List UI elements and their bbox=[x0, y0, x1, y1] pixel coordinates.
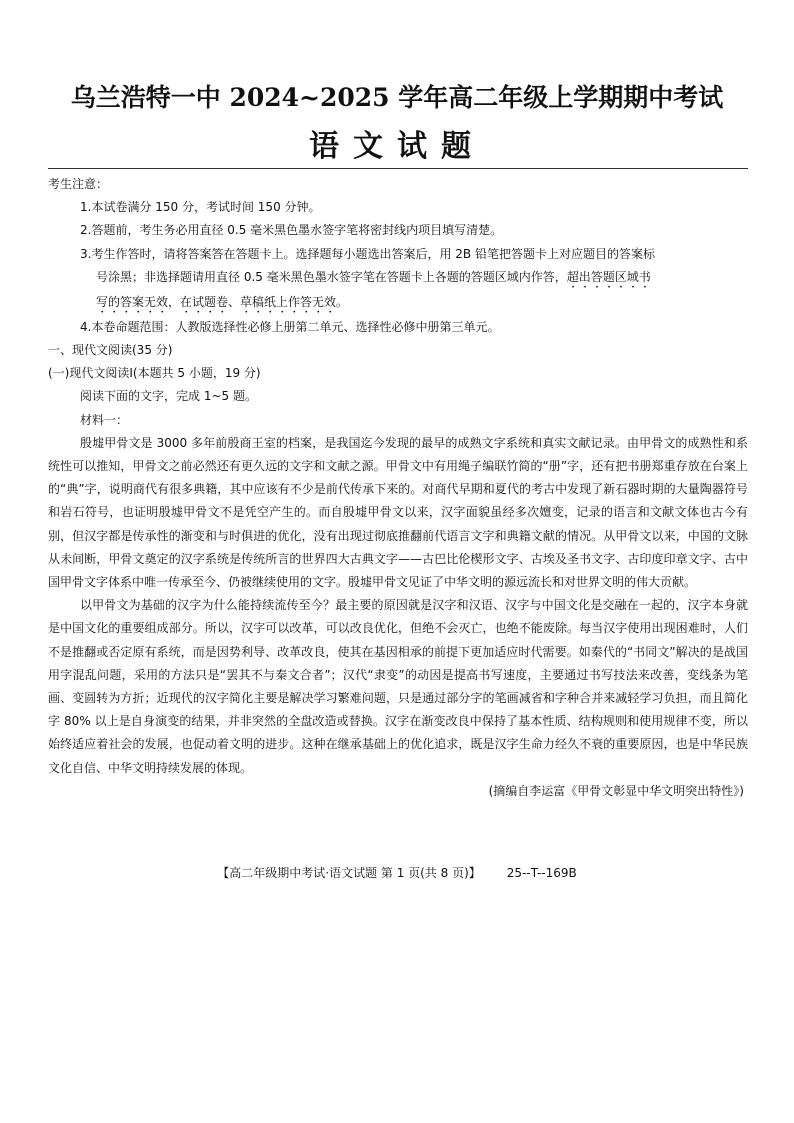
page-footer bbox=[0, 864, 794, 881]
exam-title: 乌兰浩特一中 2024~2025 学年高二年级上学期期中考试 bbox=[70, 83, 724, 112]
footer-page-info: 【高二年级期中考试·语文试题 第 1 页(共 8 页)】 bbox=[217, 866, 481, 880]
article-paragraph-1: 殷墟甲骨文是 3000 多年前殷商王室的档案，是我国迄今发现的最早的成熟文字系统和真实文献记录。由甲骨文的成熟性和系统性可以推知，甲骨文之前必然还有更久远的文字和文献之源。甲骨文中有用绳子编联竹简的“册”字，还有把书册郑重存放在台案上的“典”字，说明商代有很多典籍，其中应该有不少是前代传承下来的。对商代早期和夏代的考古中发现了新石器时期的大量陶器符号和岩石符号，也证明殷墟甲骨文不是凭空产生的。而自殷墟甲骨文以来，汉字面貌虽经多次嬗变，记录的语言和文献文体也古今有别，但汉字都是传承性的渐变和与时俱进的优化，没有出现过彻底推翻前代语言文字和典籍文献的情况。从甲骨文以来，中国的文脉从未间断，甲骨文奠定的汉字系统是传统所言的世界四大古典文字——古巴比伦楔形文字、古埃及圣书文字、古印度印章文字、古中国甲骨文字体系中唯一传承至今、仍被继续使用的文字。殷墟甲骨文见证了中华文明的源远流长和对世界文明的伟大贡献。 bbox=[48, 435, 748, 590]
notice-item-3-line-3 bbox=[48, 291, 748, 316]
notice-item-3-emphasis-b: 写的答案无效，在试题卷、草稿纸上作答无效。 bbox=[96, 294, 349, 309]
material-label: 材料一： bbox=[80, 412, 129, 427]
notice-item-3: 3.考生作答时，请将答案答在答题卡上。选择题每小题选出答案后，用 2B 铅笔把答题卡上对应题目的答案标 bbox=[80, 246, 655, 261]
article-source: (摘编自李运富《甲骨文彰显中华文明突出特性》) bbox=[488, 783, 744, 798]
notice-item-3-emphasis-a: 超出答题区域书 bbox=[566, 269, 651, 284]
notice-item-4: 4.本卷命题范围：人教版选择性必修上册第二单元、选择性必修中册第三单元。 bbox=[80, 319, 500, 334]
footer-exam-code: 25--T--169B bbox=[506, 866, 577, 880]
notice-heading: 考生注意： bbox=[48, 177, 109, 191]
article-paragraph-2: 以甲骨文为基础的汉字为什么能持续流传至今？最主要的原因就是汉字和汉语、汉字与中国文化是交融在一起的，汉字本身就是中国文化的重要组成部分。所以，汉字可以改革，可以改良优化，但绝不会灭亡，也绝不能废除。每当汉字使用出现困难时，人们不是推翻或否定原有系统，而是因势利导、改革改良，使其在基因相承的前提下更加适应时代需要。如秦代的“书同文”解决的是战国用字混乱问题，采用的方法只是“罢其不与秦文合者”；汉代“隶变”的动因是提高书写速度，主要通过书写技法来改善，变线条为笔画、变圆转为方折；近现代的汉字简化主要是解决学习繁难问题，只是通过部分字的笔画减省和字种合并来减轻学习负担，而且简化字 80% 以上是自身演变的结果，并非突然的全盘改造或替换。汉字在渐变改良中保持了基本性质、结构规则和使用规律不变，所以始终适应着社会的发展，也促动着文明的进步。这种在继承基础上的优化追求，既是汉字生命力经久不衰的重要原因，也是中华民族文化自信、中华文明持续发展的体现。 bbox=[48, 598, 748, 775]
subsection-title: (一)现代文阅读Ⅰ(本题共 5 小题，19 分) bbox=[48, 366, 261, 381]
exam-body bbox=[48, 173, 748, 803]
notice-item-3-text-a: 号涂黑；非选择题请用直径 0.5 毫米黑色墨水签字笔在答题卡上各题的答题区域内作答， bbox=[96, 269, 567, 284]
reading-instruction: 阅读下面的文字，完成 1~5 题。 bbox=[80, 389, 257, 404]
header-divider bbox=[48, 168, 748, 169]
notice-item-2: 2.答题前，考生务必用直径 0.5 毫米黑色墨水签字笔将密封线内项目填写清楚。 bbox=[80, 223, 503, 238]
notice-item-3-line-2 bbox=[48, 266, 748, 291]
exam-subtitle: 语文试题 bbox=[309, 129, 485, 164]
notice-item-1: 1.本试卷满分 150 分，考试时间 150 分钟。 bbox=[80, 200, 321, 215]
section-title: 一、现代文阅读(35 分) bbox=[48, 343, 173, 358]
